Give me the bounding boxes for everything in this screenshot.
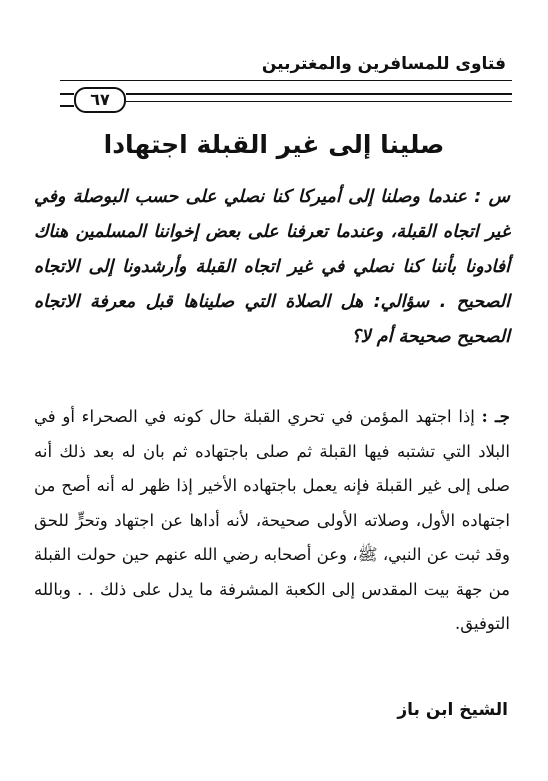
header-ornament-bar bbox=[60, 92, 512, 110]
page-header bbox=[60, 44, 512, 109]
ornament-lines-right bbox=[126, 93, 512, 102]
answer-paragraph bbox=[34, 400, 510, 642]
signature: الشيخ ابن باز bbox=[397, 700, 508, 720]
header-rule bbox=[60, 80, 512, 81]
question-paragraph bbox=[34, 180, 510, 355]
answer-label: جـ : bbox=[481, 407, 510, 426]
answer-text: إذا اجتهد المؤمن في تحري القبلة حال كونه في الصحراء أو في البلاد التي تشتبه فيها القبلة ثم صلى باجتهاده ثم بان له بعد ذلك أنه صلى إلى غير القبلة فإنه يعمل باجتهاده الأخير إذا ظهر له أنه أصح من اجتهاده الأول، وصلاته الأولى صحيحة، لأنه أداها عن اجتهاد وتحرٍّ للحق وقد ثبت عن النبي، ﷺ، وعن أصحابه رضي الله عنهم حين حولت القبلة من جهة بيت المقدس إلى الكعبة المشرفة ما يدل على ذلك . . وبالله التوفيق. bbox=[34, 407, 510, 633]
ornament-lines-left bbox=[60, 93, 74, 107]
question-text: عندما وصلنا إلى أميركا كنا نصلي على حسب البوصلة وفي غير اتجاه القبلة، وعندما تعرفنا على بعض إخواننا المسلمين هناك أفادونا بأننا كنا نصلي في غير اتجاه القبلة وأرشدونا إلى الاتجاه الصحيح . سؤالي: هل الصلاة التي صليناها قبل معرفة الاتجاه الصحيح صحيحة أم لا؟ bbox=[34, 187, 510, 347]
section-title: صلينا إلى غير القبلة اجتهادا bbox=[103, 130, 445, 159]
page-number: ٦٧ bbox=[74, 87, 126, 113]
book-title: فتاوى للمسافرين والمغتربين bbox=[261, 54, 506, 74]
question-label: س : bbox=[474, 187, 510, 207]
